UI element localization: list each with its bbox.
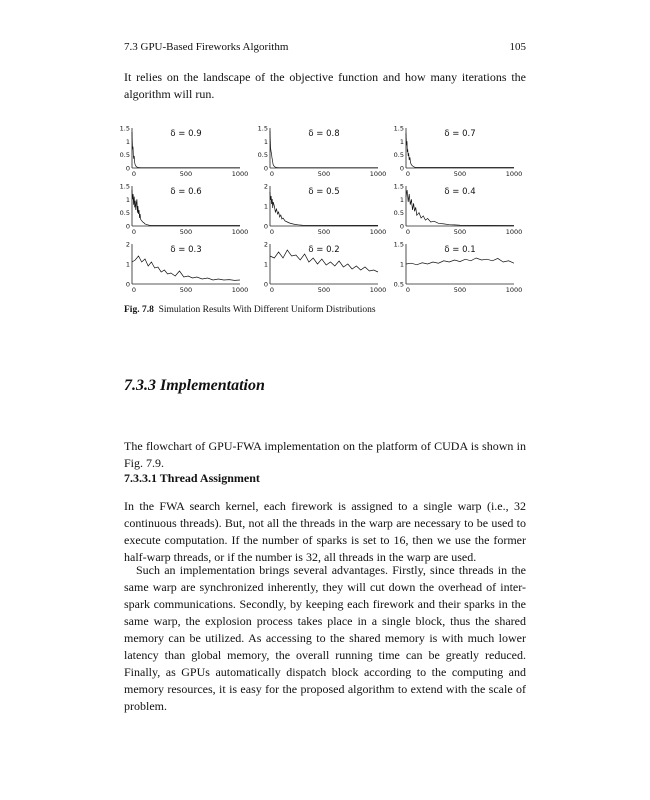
- panel-6-ytick-3: 0: [399, 222, 404, 231]
- paragraph-thread-assignment: In the FWA search kernel, each firework is assigned to a single warp (i.e., 32 continuous threads). But, not all the threads in the warp are necessary to be used to execute computation. If the number of sparks is set to 16, then we use the former half-warp threads, or if the number is 32, all threads in the warp are used.: [124, 499, 526, 564]
- panel-1-ytick-2: 0.5: [119, 151, 130, 160]
- panel-3-ytick-2: 0.5: [393, 151, 404, 160]
- running-header: [124, 41, 526, 57]
- panel-5-xtick-1: 500: [317, 228, 331, 236]
- panel-6-ytick-0: 1.5: [393, 182, 404, 191]
- panel-9-ytick-1: 1: [399, 260, 404, 269]
- subsection-heading: 7.3.3.1 Thread Assignment: [124, 471, 260, 485]
- panel-5-xtick-0: 0: [269, 228, 275, 236]
- panel-3-xtick-1: 500: [453, 170, 467, 178]
- panel-7-ytick-0: 2: [125, 240, 130, 249]
- panel-5-ytick-0: 2: [263, 182, 268, 191]
- panel-4-xtick-1: 500: [179, 228, 193, 236]
- intro-paragraph: It relies on the landscape of the objective function and how many iterations the algorithm will run.: [124, 70, 526, 101]
- panel-1-ytick-0: 1.5: [119, 124, 130, 133]
- panel-3-ytick-1: 1: [399, 137, 404, 146]
- panel-7-xtick-0: 0: [131, 286, 137, 294]
- figure-caption: [124, 305, 376, 315]
- panel-7-ytick-1: 1: [125, 260, 130, 269]
- panel-4-ytick-1: 1: [125, 195, 130, 204]
- panel-3-xtick-0: 0: [405, 170, 411, 178]
- panel-4-xtick-2: 1000: [231, 228, 249, 236]
- panel-1-xtick-1: 500: [179, 170, 193, 178]
- panel-6-xtick-1: 500: [453, 228, 467, 236]
- panel-9-ytick-0: 1.5: [393, 240, 404, 249]
- panel-7-xtick-1: 500: [179, 286, 193, 294]
- panel-2-ytick-1: 1: [263, 137, 268, 146]
- caption-text: Simulation Results With Different Uniform Distributions: [158, 305, 376, 315]
- figure-7-8: [112, 120, 532, 300]
- panel-2-ytick-2: 0.5: [257, 151, 268, 160]
- panel-8-label: δ = 0.2: [308, 245, 340, 255]
- panel-1-label: δ = 0.9: [170, 129, 202, 139]
- panel-2-label: δ = 0.8: [308, 129, 340, 139]
- panel-2-xtick-1: 500: [317, 170, 331, 178]
- panel-9-label: δ = 0.1: [444, 245, 476, 255]
- panel-7-ytick-2: 0: [125, 280, 130, 289]
- panel-4-xtick-0: 0: [131, 228, 137, 236]
- page-number: 105: [509, 41, 526, 53]
- panel-1-ytick-1: 1: [125, 137, 130, 146]
- header-section: 7.3 GPU-Based Fireworks Algorithm: [124, 41, 289, 53]
- simulation-chart-grid: [112, 120, 532, 300]
- panel-6-ytick-2: 0.5: [393, 209, 404, 218]
- panel-3-ytick-0: 1.5: [393, 124, 404, 133]
- panel-3-label: δ = 0.7: [444, 129, 476, 139]
- panel-5-ytick-2: 0: [263, 222, 268, 231]
- panel-5-ytick-1: 1: [263, 202, 268, 211]
- panel-8-xtick-0: 0: [269, 286, 275, 294]
- panel-2-xtick-0: 0: [269, 170, 275, 178]
- panel-6-xtick-0: 0: [405, 228, 411, 236]
- panel-6-xtick-2: 1000: [505, 228, 523, 236]
- paragraph-flowchart: The flowchart of GPU-FWA implementation on the platform of CUDA is shown in Fig. 7.9.: [124, 439, 526, 470]
- panel-4-ytick-2: 0.5: [119, 209, 130, 218]
- panel-8-xtick-1: 500: [317, 286, 331, 294]
- panel-5-series-line: [270, 192, 378, 225]
- panel-4-ytick-0: 1.5: [119, 182, 130, 191]
- panel-4-ytick-3: 0: [125, 222, 130, 231]
- paragraph-advantages: Such an implementation brings several advantages. Firstly, since threads in the same warp are synchronized inherently, they will cut down the overhead of inter-spark communications. Secondly, by keeping each firework and their sparks in the same warp, the explosion process takes place in a single block, thus the shared memory can be utilized. As accessing to the shared memory is with much lower latency than global memory, the overall running time can be greatly reduced. Finally, as GPUs automatically dispatch block according to the computing and memory resources, it is easy for the proposed algorithm to extend with the scale of problem.: [124, 563, 526, 713]
- panel-6-ytick-1: 1: [399, 195, 404, 204]
- panel-3-xtick-2: 1000: [505, 170, 523, 178]
- panel-8-xtick-2: 1000: [369, 286, 387, 294]
- panel-5-xtick-2: 1000: [369, 228, 387, 236]
- panel-7-label: δ = 0.3: [170, 245, 202, 255]
- panel-8-ytick-0: 2: [263, 240, 268, 249]
- panel-1-xtick-2: 1000: [231, 170, 249, 178]
- panel-7-series-line: [132, 256, 240, 280]
- panel-9-series-line: [406, 258, 514, 265]
- panel-9-xtick-0: 0: [405, 286, 411, 294]
- panel-9-ytick-2: 0.5: [393, 280, 404, 289]
- panel-9-xtick-1: 500: [453, 286, 467, 294]
- panel-2-xtick-2: 1000: [369, 170, 387, 178]
- panel-3-ytick-3: 0: [399, 164, 404, 173]
- panel-8-ytick-1: 1: [263, 260, 268, 269]
- panel-4-label: δ = 0.6: [170, 187, 202, 197]
- section-heading: 7.3.3 Implementation: [124, 377, 265, 394]
- panel-6-label: δ = 0.4: [444, 187, 476, 197]
- panel-2-ytick-3: 0: [263, 164, 268, 173]
- panel-8-ytick-2: 0: [263, 280, 268, 289]
- panel-2-ytick-0: 1.5: [257, 124, 268, 133]
- panel-9-xtick-2: 1000: [505, 286, 523, 294]
- caption-label: Fig. 7.8: [124, 305, 154, 315]
- panel-1-xtick-0: 0: [131, 170, 137, 178]
- panel-5-label: δ = 0.5: [308, 187, 340, 197]
- panel-1-ytick-3: 0: [125, 164, 130, 173]
- panel-7-xtick-2: 1000: [231, 286, 249, 294]
